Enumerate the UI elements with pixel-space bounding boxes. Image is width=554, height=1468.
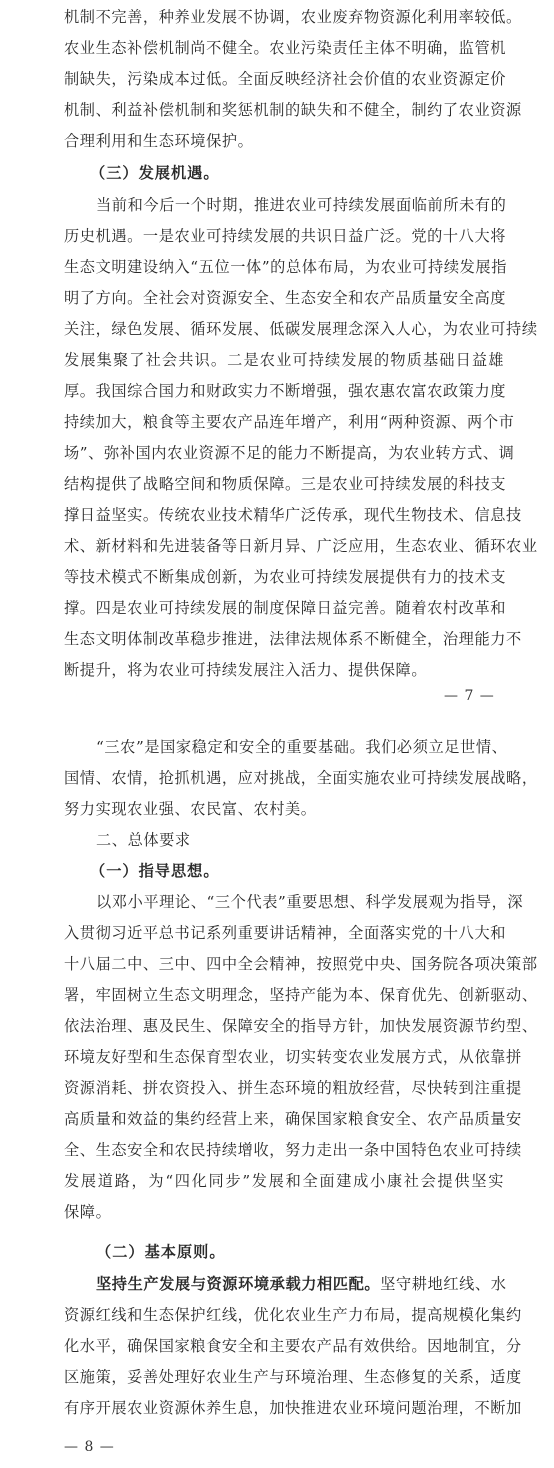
text-line: 农业生态补偿机制尚不健全。农业污染责任主体不明确，监管机 [64,39,507,57]
paragraph-line: 有序开展农业资源休养生息，加快推进农业环境问题治理，不断加 [64,1399,522,1417]
paragraph-line: 等技术模式不断集成创新，为农业可持续发展提供有力的技术支 [64,568,507,586]
paragraph-line: 化水平，确保国家粮食安全和主要农产品有效供给。因地制宜，分 [64,1337,522,1355]
section-heading: （三）发展机遇。 [90,164,220,182]
paragraph-line: 资源消耗、拼农资投入、拼生态环境的粗放经营，尽快转到注重提 [64,1079,522,1097]
paragraph-line: 断提升，将为农业可持续发展注入活力、提供保障。 [64,661,428,679]
paragraph-line: 结构提供了战略空间和物质保障。三是农业可持续发展的科技支 [64,475,507,493]
paragraph-line: 资源红线和生态保护红线，优化农业生产力布局，提高规模化集约 [64,1306,522,1324]
subsection-heading: （二）基本原则。 [96,1243,226,1261]
paragraph-line: 持续加大，粮食等主要农产品连年增产，利用“两种资源、两个市 [64,413,515,431]
paragraph-line: 关注，绿色发展、循环发展、低碳发展理念深入人心，为农业可持续 [64,320,538,338]
paragraph-line: 高质量和效益的集约经营上来，确保国家粮食安全、农产品质量安 [64,1110,522,1128]
paragraph-line: 依法治理、惠及民生、保障安全的指导方针，加快发展资源节约型、 [64,1017,538,1035]
paragraph-line: 场”、弥补国内农业资源不足的能力不断提高，为农业转方式、调 [64,444,515,462]
paragraph-line: 生态文明体制改革稳步推进，法律法规体系不断健全，治理能力不 [64,630,522,648]
paragraph-line: 明了方向。全社会对资源安全、生态安全和农产品质量安全高度 [64,289,507,307]
text-line: 制缺失，污染成本过低。全面反映经济社会价值的农业资源定价 [64,70,507,88]
page-number: — 7 — [444,688,495,704]
intro-line: 努力实现农业强、农民富、农村美。 [64,800,317,818]
principle-title: 坚持生产发展与资源环境承载力相匹配。 [96,1275,381,1293]
intro-line: 国情、农情，抢抓机遇，应对挑战，全面实施农业可持续发展战略， [64,769,538,787]
paragraph-line: 区施策，妥善处理好农业生产与环境治理、生态修复的关系，适度 [64,1368,522,1386]
paragraph-line: 保障。 [64,1203,112,1221]
page-7 [0,0,554,705]
paragraph-line: 生态文明建设纳入“五位一体”的总体布局，为农业可持续发展指 [64,258,507,276]
principle-text: 坚守耕地红线、水 [380,1275,507,1293]
principle-line [96,1275,507,1293]
paragraph-line: 厚。我国综合国力和财政实力不断增强，强农惠农富农政策力度 [64,382,507,400]
paragraph-line: 历史机遇。一是农业可持续发展的共识日益广泛。党的十八大将 [64,227,507,245]
paragraph-line: 发展集聚了社会共识。二是农业可持续发展的物质基础日益雄 [64,351,504,369]
paragraph-line: 环境友好型和生态保育型农业，切实转变农业发展方式，从依靠拼 [64,1048,522,1066]
paragraph-line: 署，牢固树立生态文明理念，坚持产能为本、保育优先、创新驱动、 [64,986,538,1004]
paragraph-line: 全、生态安全和农民持续增收，努力走出一条中国特色农业可持续 [64,1141,522,1159]
paragraph-line: 当前和今后一个时期，推进农业可持续发展面临前所未有的 [96,196,507,214]
text-line: 机制、利益补偿机制和奖惩机制的缺失和不健全，制约了农业资源 [64,101,522,119]
paragraph-line: 术、新材料和先进装备等日新月异、广泛应用，生态农业、循环农业 [64,537,538,555]
paragraph-line: 以邓小平理论、“三个代表”重要思想、科学发展观为指导，深 [96,893,524,911]
text-line: 合理利用和生态环境保护。 [64,132,254,150]
text-line: 机制不完善，种养业发展不协调，农业废弃物资源化利用率较低。 [64,8,522,26]
section-title: 二、总体要求 [96,831,191,849]
page-8 [0,705,554,1468]
paragraph-line: 入贯彻习近平总书记系列重要讲话精神，全面落实党的十八大和 [64,924,507,942]
paragraph-line: 撑日益坚实。传统农业技术精华广泛传承，现代生物技术、信息技 [64,506,522,524]
paragraph-line: 撑。四是农业可持续发展的制度保障日益完善。随着农村改革和 [64,599,507,617]
intro-line: “三农”是国家稳定和安全的重要基础。我们必须立足世情、 [96,738,508,756]
paragraph-line: 发展道路，为“四化同步”发展和全面建成小康社会提供坚实 [64,1172,504,1190]
paragraph-line: 十八届二中、三中、四中全会精神，按照党中央、国务院各项决策部 [64,955,538,973]
subsection-heading: （一）指导思想。 [90,862,220,880]
page-number: — 8 — [64,1439,115,1455]
